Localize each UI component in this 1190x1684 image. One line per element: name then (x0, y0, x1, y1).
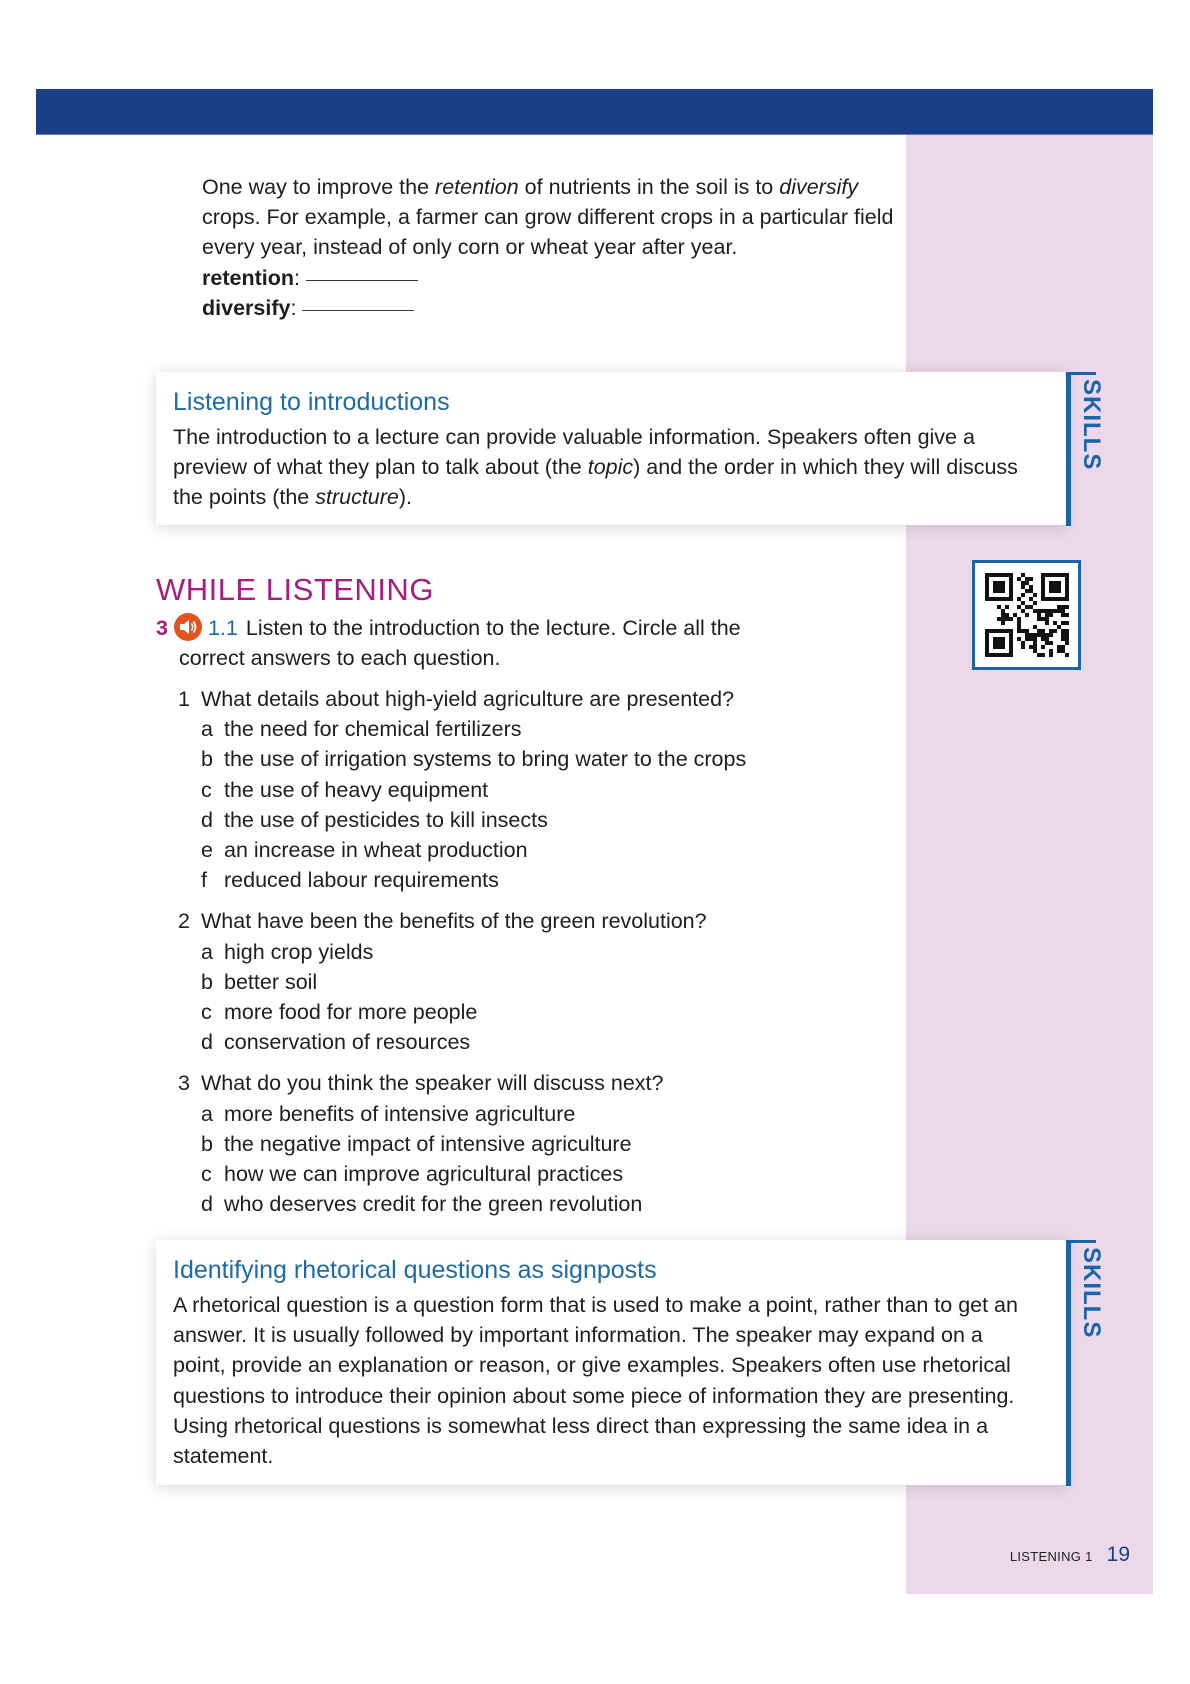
answer-option-b[interactable] (178, 967, 858, 997)
option-text: the use of pesticides to kill insects (224, 807, 548, 832)
skill-box-listening-introductions (156, 372, 1066, 525)
option-text: more food for more people (224, 1000, 478, 1025)
option-text: an increase in wheat production (224, 838, 528, 863)
option-text: the use of irrigation systems to bring water to the crops (224, 747, 747, 772)
option-text: the need for chemical fertilizers (224, 717, 522, 742)
skill-box-title: Identifying rhetorical questions as signposts (173, 1256, 657, 1284)
skill-box-rhetorical-questions (156, 1240, 1066, 1485)
option-letter: f (201, 868, 207, 893)
answer-option-c[interactable] (178, 775, 858, 805)
answer-option-b[interactable] (178, 744, 858, 774)
skill-box-title: Listening to introductions (173, 388, 450, 416)
option-letter: a (201, 939, 213, 964)
question-stem (178, 906, 858, 936)
option-letter: a (201, 1101, 213, 1126)
question-number: 1 (178, 687, 190, 711)
option-text: better soil (224, 969, 318, 994)
skills-tab-label: SKILLS (1078, 1247, 1105, 1339)
answer-option-c[interactable] (178, 1159, 858, 1189)
answer-option-f[interactable] (178, 865, 858, 895)
question-text: What have been the benefits of the green revolution? (201, 909, 707, 934)
option-letter: b (201, 1131, 213, 1156)
answer-option-a[interactable] (178, 1099, 858, 1129)
option-text: the negative impact of intensive agriculture (224, 1131, 632, 1156)
footer-section-label: LISTENING 1 (1009, 1549, 1093, 1564)
option-letter: d (201, 1192, 213, 1217)
vocab-item-retention: retention: (202, 263, 902, 293)
question-2 (178, 906, 858, 1057)
intro-text-segment: crops. For example, a farmer can grow different crops in a particular field every year, instead of only corn or wheat year after year. (202, 205, 894, 260)
skill-box-body: A rhetorical question is a question form that is used to make a point, rather than to get an answer. It is usually followed by important information. The speaker may expand on a point, provide an explanation or reason, or give examples. Speakers often use rhetorical questions to introduce their opinion about some piece of information they are presenting. Using rhetorical questions is somewhat less direct than expressing the same idea in a statement. (173, 1293, 1018, 1469)
question-text: What details about high-yield agriculture are presented? (201, 687, 735, 711)
section-heading-while-listening: WHILE LISTENING (156, 572, 434, 607)
option-text: who deserves credit for the green revolution (224, 1192, 643, 1217)
option-letter: a (201, 717, 213, 742)
answer-option-a[interactable] (178, 937, 858, 967)
intro-paragraph-text (202, 175, 894, 259)
option-text: high crop yields (224, 939, 374, 964)
option-letter: b (201, 969, 213, 994)
answer-option-b[interactable] (178, 1129, 858, 1159)
skills-tab-label: SKILLS (1078, 379, 1105, 471)
intro-paragraph (202, 172, 902, 323)
instruction-text: Listen to the introduction to the lecture. Circle all the (245, 616, 741, 640)
option-letter: c (201, 1162, 212, 1187)
answer-option-e[interactable] (178, 835, 858, 865)
question-number: 2 (178, 909, 190, 934)
track-number: 1.1 (207, 616, 238, 640)
qr-code-icon (985, 573, 1069, 657)
answer-blank[interactable] (306, 279, 418, 281)
question-stem (178, 1068, 858, 1098)
intro-text-segment: of nutrients in the soil is to (518, 175, 780, 199)
option-text: how we can improve agricultural practices (224, 1162, 624, 1187)
page-number: 19 (1106, 1543, 1130, 1566)
intro-key-term: retention (435, 175, 519, 199)
option-letter: c (201, 777, 212, 802)
option-text: reduced labour requirements (224, 868, 499, 893)
answer-option-c[interactable] (178, 997, 858, 1027)
question-3 (178, 1068, 858, 1219)
option-letter: e (201, 838, 213, 863)
instruction-text-continued: correct answers to each question. (179, 646, 501, 671)
question-1 (178, 684, 858, 895)
option-letter: d (201, 807, 213, 832)
vocab-term: diversify (202, 295, 291, 320)
option-text: the use of heavy equipment (224, 777, 489, 802)
question-text: What do you think the speaker will discuss next? (201, 1071, 664, 1096)
vocab-term: retention (202, 265, 294, 290)
option-letter: d (201, 1030, 213, 1055)
question-stem (178, 684, 858, 714)
skills-tab (1066, 372, 1105, 526)
exercise-instruction (156, 613, 856, 673)
speaker-icon[interactable] (174, 613, 202, 641)
option-text: more benefits of intensive agriculture (224, 1101, 576, 1126)
exercise-number: 3 (156, 616, 168, 640)
page-footer (1010, 1543, 1130, 1567)
answer-option-d[interactable] (178, 1189, 858, 1219)
answer-option-d[interactable] (178, 1027, 858, 1057)
question-number: 3 (178, 1071, 190, 1096)
option-text: conservation of resources (224, 1030, 471, 1055)
intro-key-term: diversify (779, 175, 859, 199)
answer-blank[interactable] (302, 309, 414, 311)
qr-code[interactable] (972, 560, 1081, 670)
answer-option-d[interactable] (178, 805, 858, 835)
answer-option-a[interactable] (178, 714, 858, 744)
option-letter: c (201, 1000, 212, 1025)
skill-box-body: The introduction to a lecture can provide valuable information. Speakers often give a preview of what they plan to talk about (the topic) and the order in which they will discuss the points (the structure). (173, 425, 1018, 510)
skills-tab (1066, 1240, 1105, 1486)
option-letter: b (201, 747, 213, 772)
vocab-item-diversify: diversify: (202, 293, 902, 323)
intro-text-segment: One way to improve the (202, 175, 436, 199)
header-band (36, 89, 1153, 135)
question-list (178, 684, 858, 1230)
